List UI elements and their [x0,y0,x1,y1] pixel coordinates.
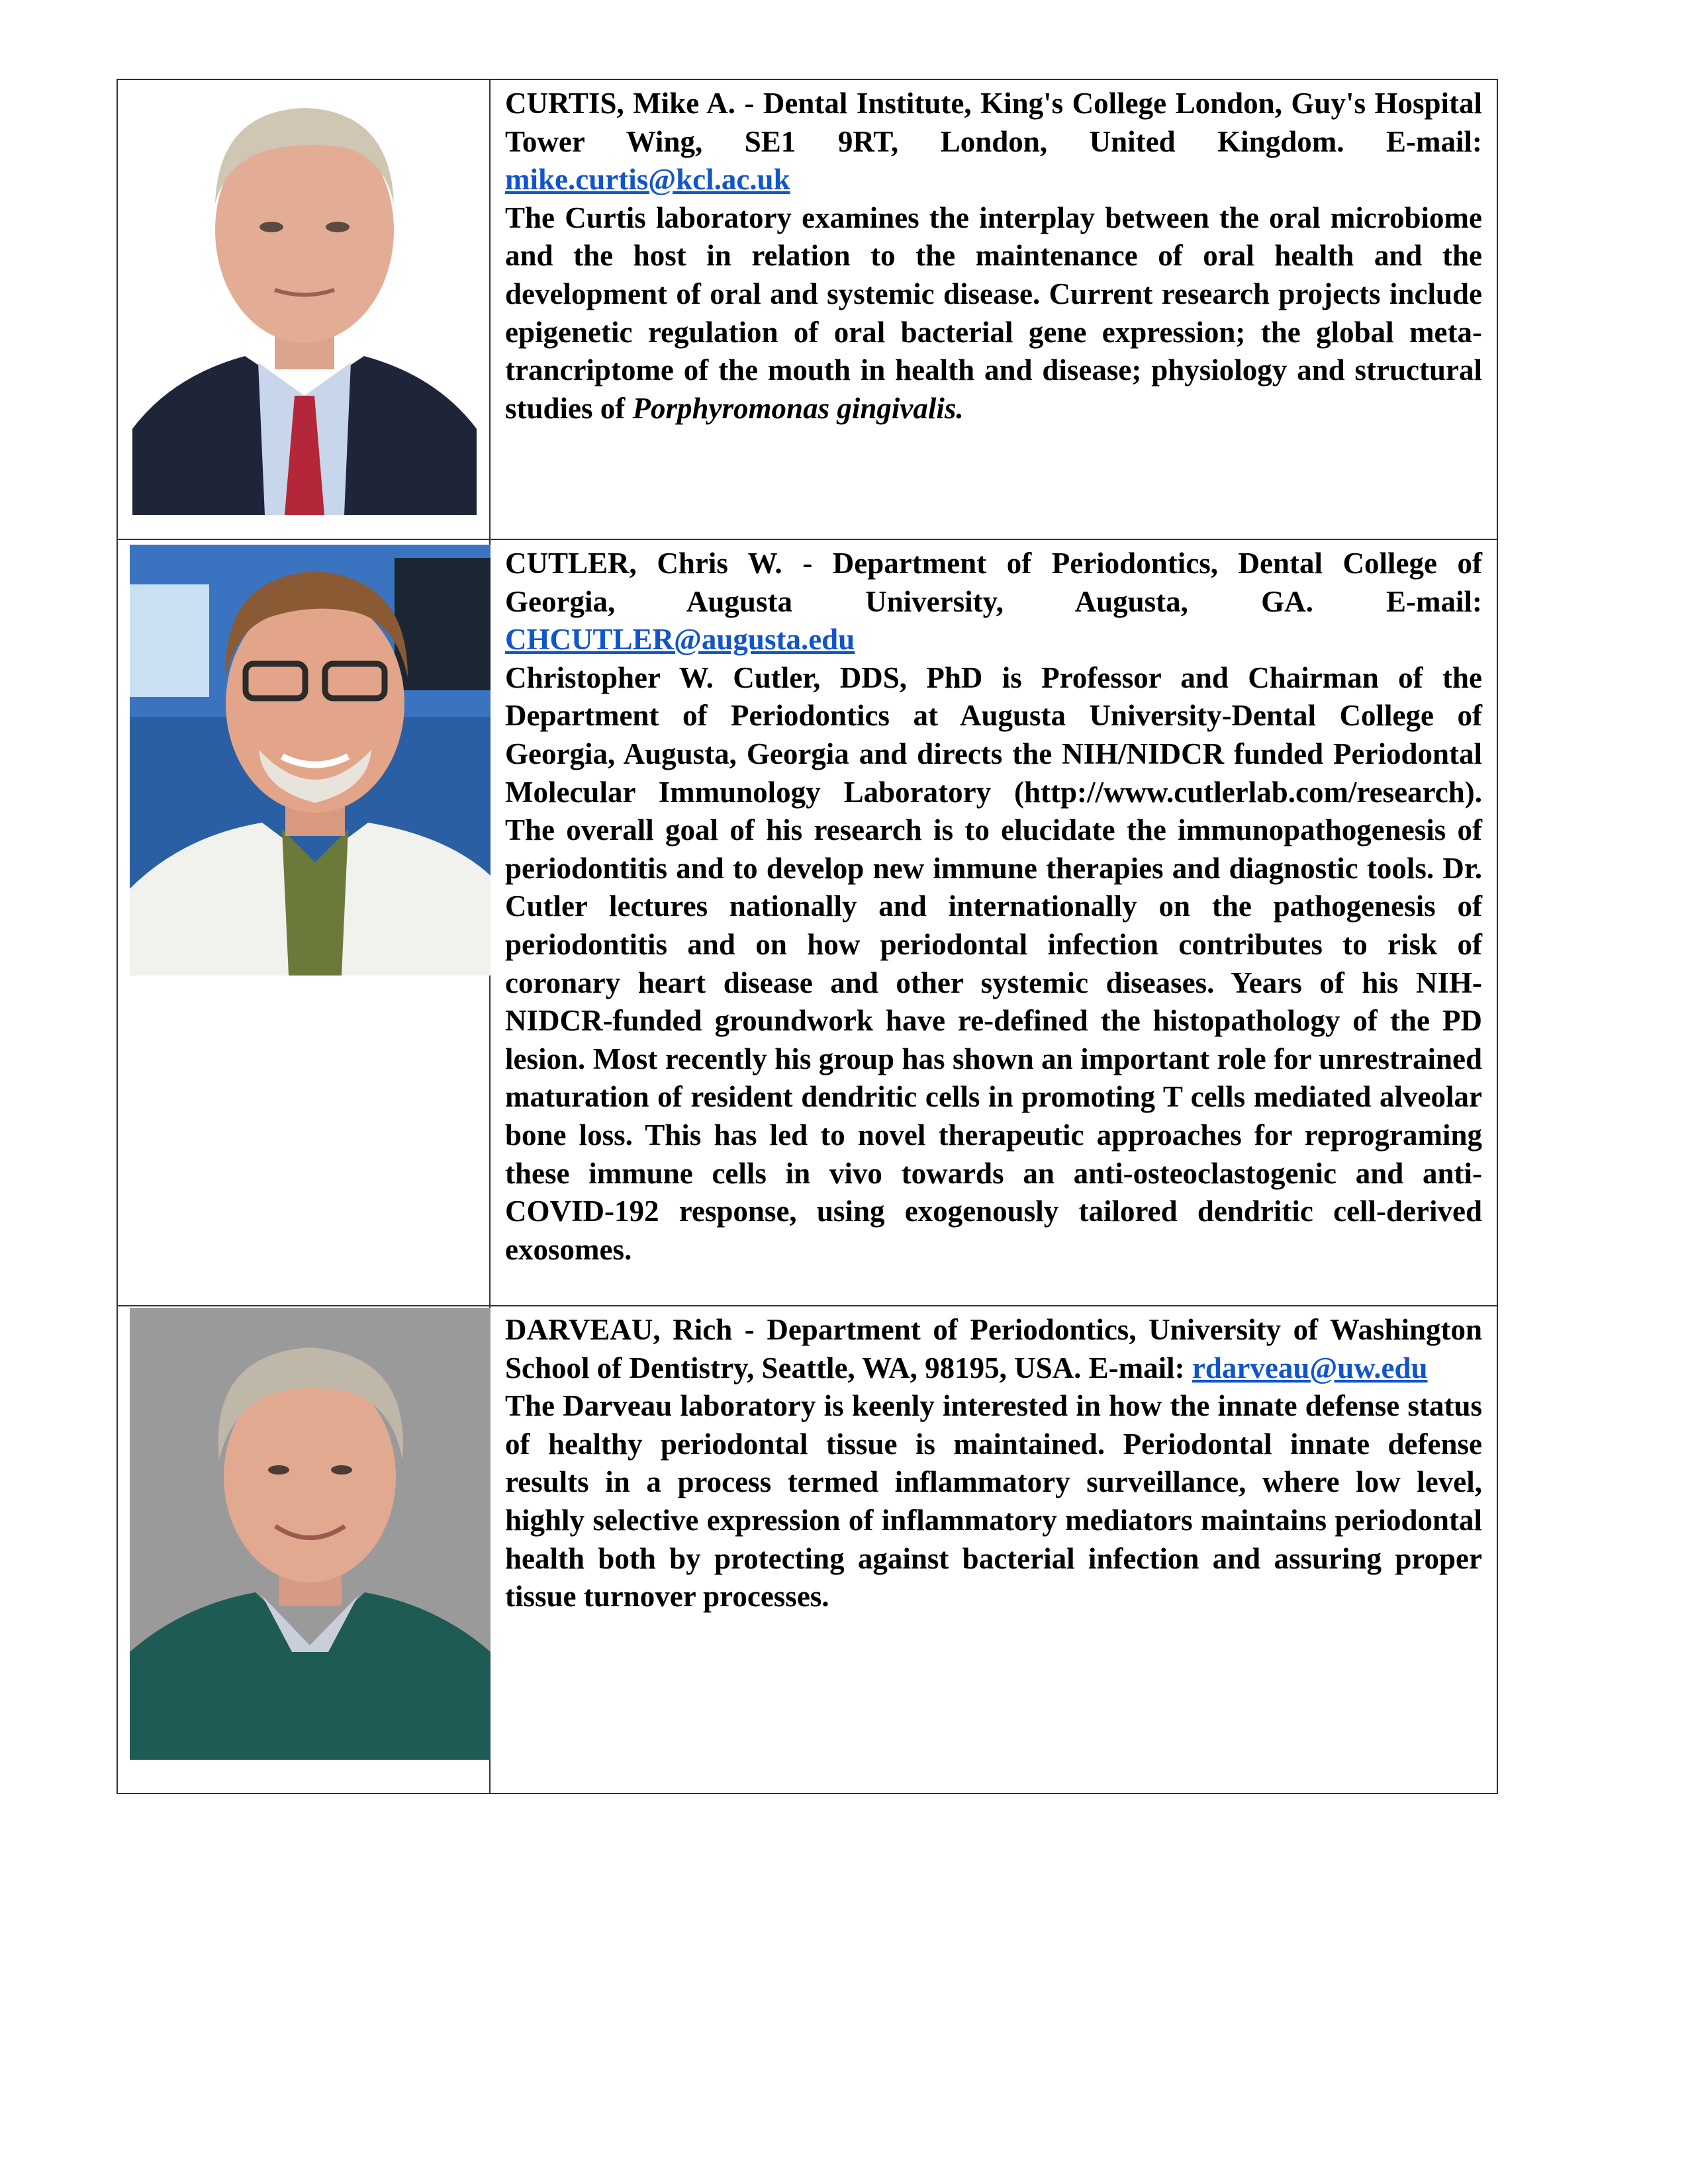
bio-paragraph [505,85,1482,428]
bio-text-cell [491,80,1497,539]
portrait-photo-icon [130,1308,491,1760]
table-row [118,80,1497,540]
bio-text-cell [491,540,1497,1305]
bio-text-cell [491,1306,1497,1793]
photo-cell [118,1306,491,1793]
bio-heading: CURTIS, Mike A. - Dental Institute, King's College London, Guy's Hospital Tower Wing, SE1 9RT, London, United Kingdom. E-mail: [505,87,1482,158]
bio-paragraph [505,1311,1482,1616]
bio-description: The Darveau laboratory is keenly interested in how the innate defense status of healthy periodontal tissue is maintained. Periodontal innate defense results in a process termed inflammatory surveillance, where low level, highly selective expression of inflammatory mediators maintains periodontal health both by protecting against bacterial infection and assuring proper tissue turnover processes. [505,1389,1482,1614]
table-row [118,1306,1497,1793]
bio-description: The Curtis laboratory examines the interplay between the oral microbiome and the host in relation to the maintenance of oral health and the development of oral and systemic disease. Current research projects include epigenetic regulation of oral bacterial gene expression; the global meta-trancriptome of the mouth in health and disease; physiology and structural studies of [505,201,1482,425]
bio-table [117,79,1498,1794]
portrait-photo-icon [132,85,477,515]
table-row [118,540,1497,1306]
bio-description: Christopher W. Cutler, DDS, PhD is Professor and Chairman of the Department of Periodontics at Augusta University-Dental College of Georgia, Augusta, Georgia and directs the NIH/NIDCR funded Periodontal Molecular Immunology Laboratory (http://www.cutlerlab.com/research). The overall goal of his research is to elucidate the immunopathogenesis of periodontitis and to develop new immune therapies and diagnostic tools. Dr. Cutler lectures nationally and internationally on the pathogenesis of periodontitis and on how periodontal infection contributes to risk of coronary heart disease and other systemic diseases. Years of his NIH-NIDCR-funded groundwork have re-defined the histopathology of the PD lesion. Most recently his group has shown an important role for unrestrained maturation of resident dendritic cells in promoting T cells mediated alveolar bone loss. This has led to novel therapeutic approaches for reprograming these immune cells in vivo towards an anti-osteoclastogenic and anti-COVID-192 response, using exogenously tailored dendritic cell-derived exosomes. [505,660,1482,1266]
bio-paragraph [505,545,1482,1269]
portrait-photo-icon [130,545,491,976]
email-link[interactable]: CHCUTLER@augusta.edu [505,623,855,657]
email-link[interactable]: rdarveau@uw.edu [1192,1351,1428,1385]
species-name: Porphyromonas gingivalis. [632,391,964,425]
email-link[interactable]: mike.curtis@kcl.ac.uk [505,163,790,197]
bio-heading: DARVEAU, Rich - Department of Periodontics, University of Washington School of Dentistry, Seattle, WA, 98195, USA. E-mail: [505,1313,1482,1385]
photo-cell [118,80,491,539]
bio-heading: CUTLER, Chris W. - Department of Periodontics, Dental College of Georgia, Augusta University, Augusta, GA. E-mail: [505,547,1482,618]
photo-cell [118,540,491,1305]
